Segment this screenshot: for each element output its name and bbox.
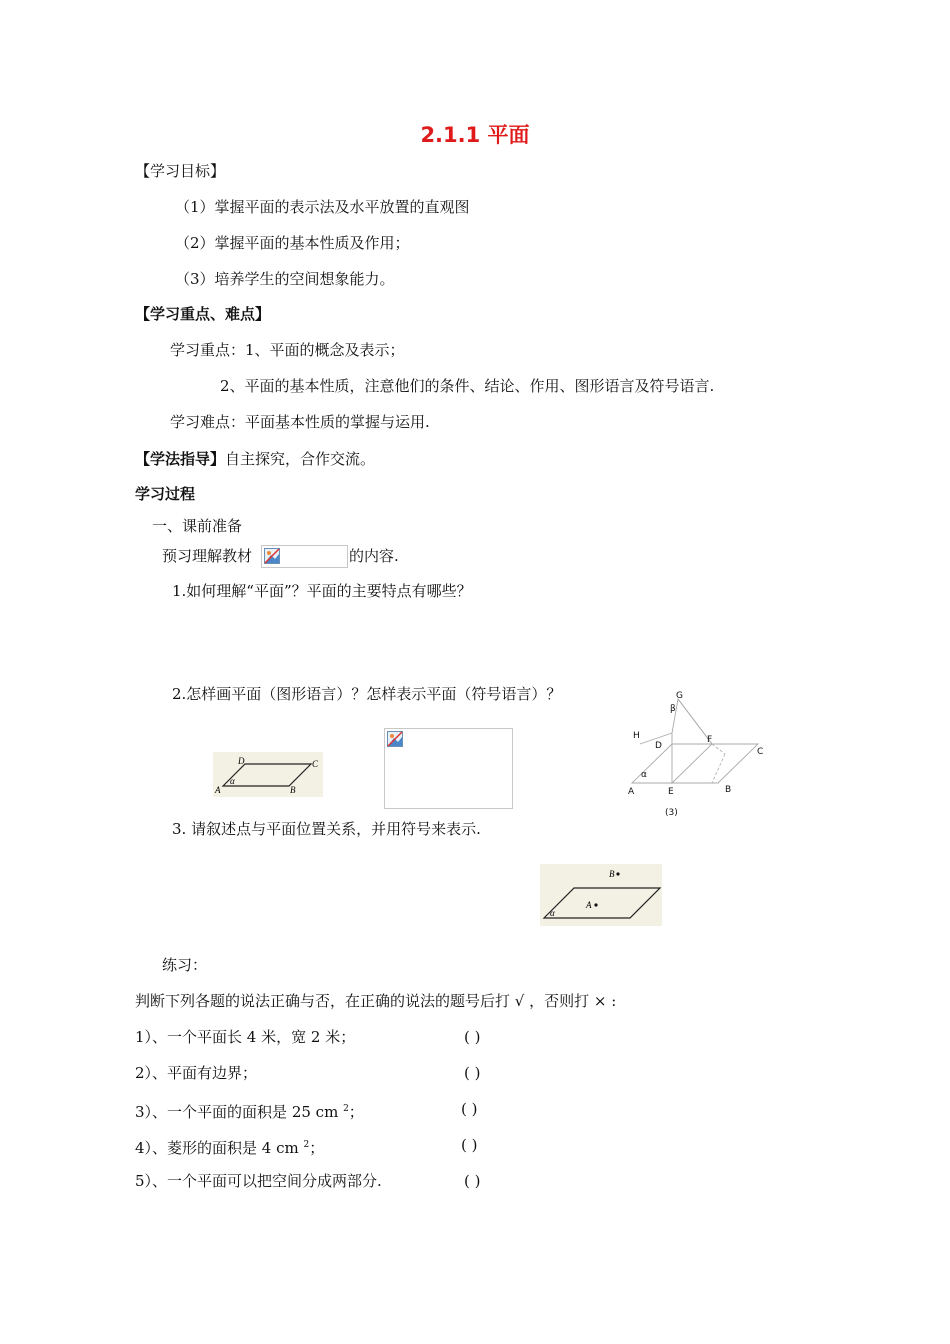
process-heading: 学习过程 [135, 485, 196, 503]
exercise-heading: 练习： [162, 956, 208, 974]
goal-item-2: （2）掌握平面的基本性质及作用； [175, 234, 410, 252]
key-focus-2: 2、平面的基本性质，注意他们的条件、结论、作用、图形语言及符号语言. [220, 377, 715, 395]
label-e: E [668, 787, 674, 797]
preview-before: 预习理解教材 [162, 547, 253, 565]
broken-image-placeholder [261, 545, 348, 568]
section-1-heading: 一、课前准备 [152, 517, 243, 535]
label-f: F [707, 735, 713, 745]
label-d: D [655, 741, 662, 751]
key-focus-1: 学习重点：1、平面的概念及表示； [170, 341, 405, 359]
label-a: A [628, 787, 635, 797]
label-alpha: α [550, 908, 555, 918]
label-a: A [215, 785, 221, 795]
label-alpha: α [230, 776, 235, 786]
label-a: A [586, 900, 592, 910]
point-plane-figure [540, 864, 662, 926]
broken-image-icon [264, 548, 280, 564]
intersecting-planes-figure [620, 686, 770, 821]
page-title: 2.1.1 平面 [420, 123, 530, 147]
method-text: 自主探究，合作交流。 [225, 450, 376, 468]
goals-heading: 【学习目标】 [135, 162, 226, 180]
label-c: C [312, 759, 319, 769]
exercise-item-4: 4）、菱形的面积是 4 cm $^2$； [135, 1139, 325, 1157]
question-3: 3. 请叙述点与平面位置关系，并用符号来表示. [172, 820, 481, 838]
answer-blank-5[interactable]: ( ) [464, 1172, 481, 1190]
label-b: B [609, 869, 615, 879]
parallelogram-figure [213, 752, 323, 797]
label-beta: β [670, 704, 676, 714]
question-2: 2.怎样画平面（图形语言）？怎样表示平面（符号语言）？ [172, 685, 562, 703]
question-1: 1.如何理解“平面”？平面的主要特点有哪些？ [172, 582, 472, 600]
broken-image-box [384, 728, 513, 809]
method-heading: 【学法指导】 [135, 450, 226, 468]
point-plane-drawing [540, 864, 662, 926]
key-heading: 【学习重点、难点】 [135, 305, 271, 323]
key-difficulty: 学习难点：平面基本性质的掌握与运用. [170, 413, 430, 431]
answer-blank-3[interactable]: ( ) [461, 1100, 478, 1118]
exercise-item-5: 5）、一个平面可以把空间分成两部分. [135, 1172, 382, 1190]
goal-item-1: （1）掌握平面的表示法及水平放置的直观图 [175, 198, 470, 216]
label-alpha: α [641, 770, 647, 780]
goal-item-3: （3）培养学生的空间想象能力。 [175, 270, 395, 288]
label-b: B [290, 785, 296, 795]
label-g: G [676, 691, 683, 701]
label-c: C [757, 747, 764, 757]
label-d: D [238, 756, 245, 766]
answer-blank-2[interactable]: ( ) [464, 1064, 481, 1082]
label-b: B [725, 785, 732, 795]
answer-blank-4[interactable]: ( ) [461, 1136, 478, 1154]
intersecting-planes-drawing [620, 686, 770, 821]
exercise-item-1: 1）、一个平面长 4 米，宽 2 米； [135, 1028, 356, 1046]
preview-after: 的内容. [349, 547, 399, 565]
broken-image-icon [387, 731, 403, 747]
exercise-instruction: 判断下列各题的说法正确与否，在正确的说法的题号后打 √ ，否则打 × : [135, 992, 617, 1010]
exercise-item-2: 2）、平面有边界； [135, 1064, 258, 1082]
label-h: H [633, 731, 640, 741]
parallelogram-drawing [213, 752, 323, 797]
figure-caption: (3) [665, 808, 678, 818]
exercise-item-3: 3）、一个平面的面积是 25 cm $^2$； [135, 1103, 364, 1121]
answer-blank-1[interactable]: ( ) [464, 1028, 481, 1046]
